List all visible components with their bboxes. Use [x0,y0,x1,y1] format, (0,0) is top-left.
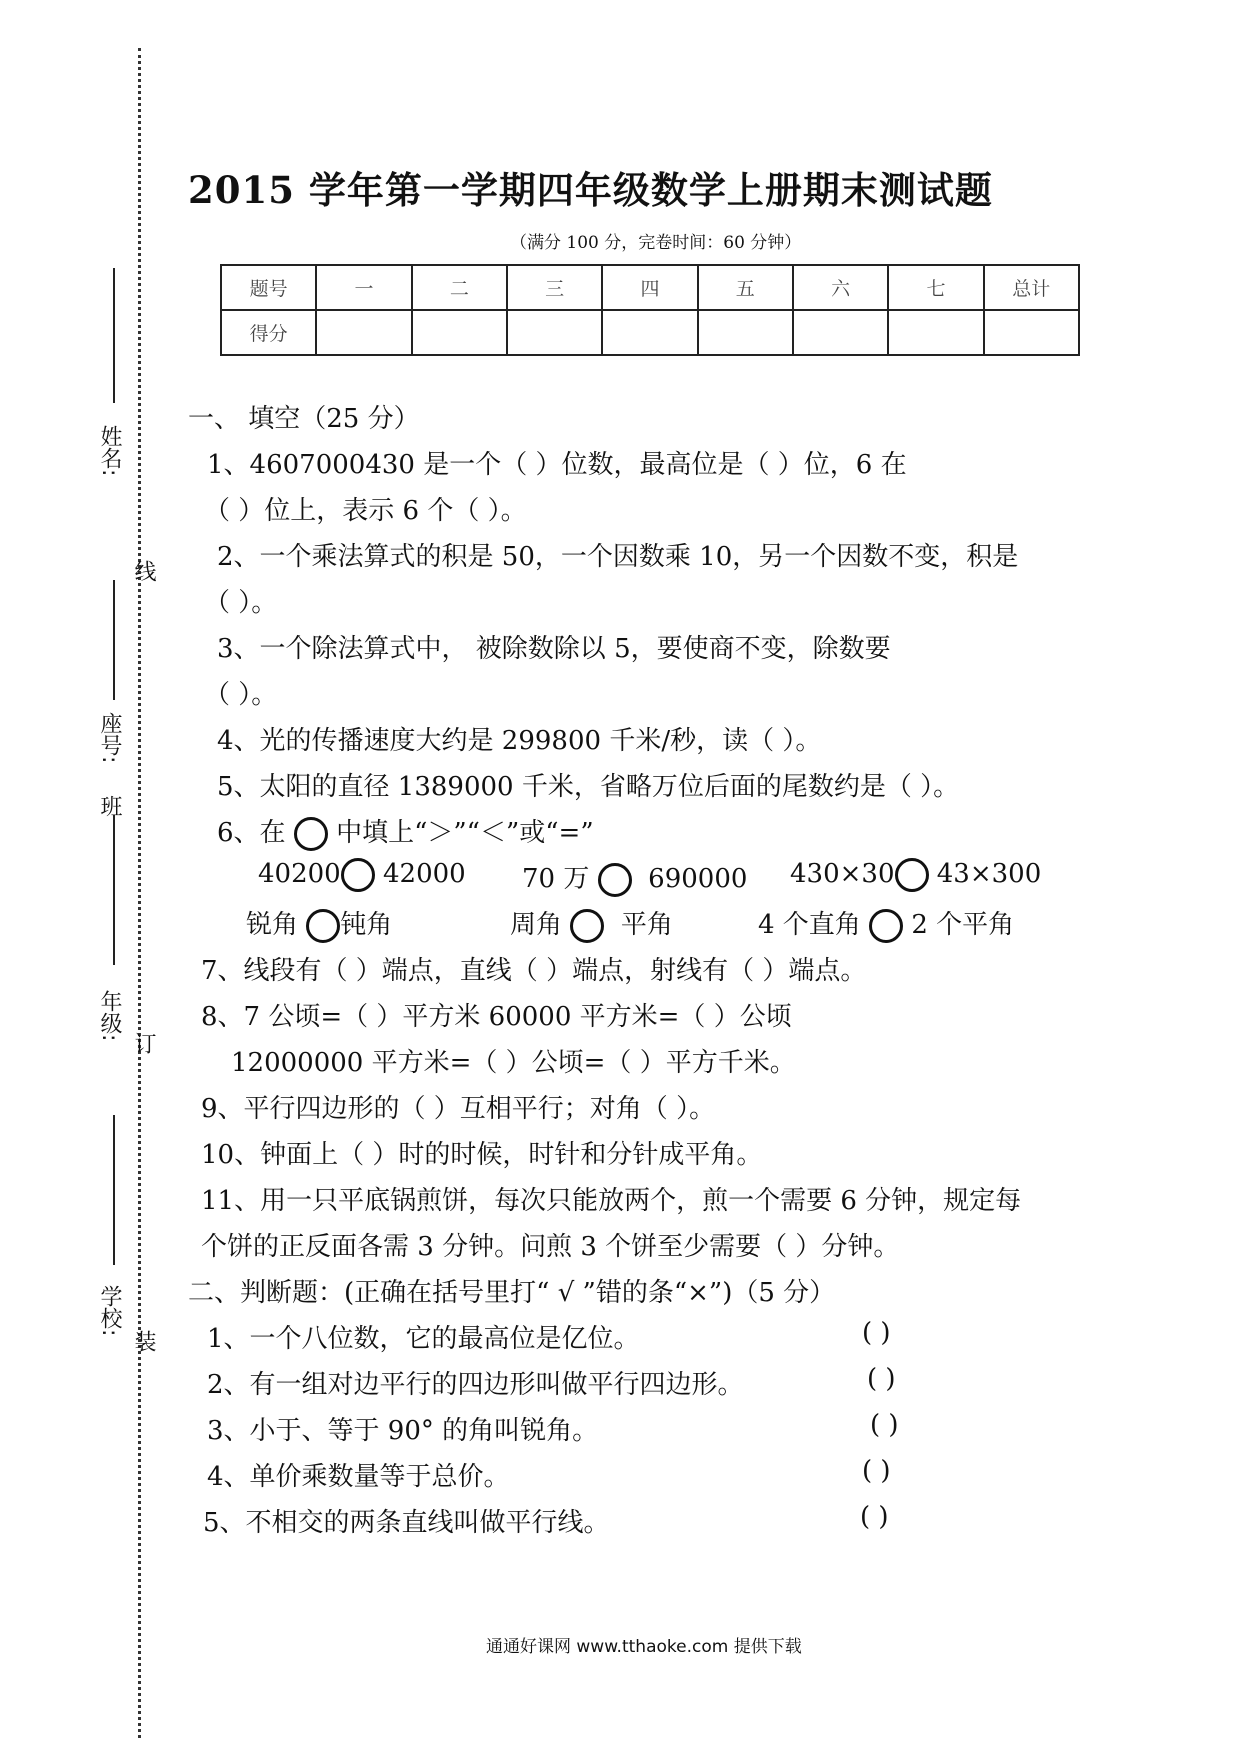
compare-circle[interactable] [895,858,929,892]
answer-paren[interactable]: ( ) [862,1456,891,1486]
judge-item: 3、小于、等于 90° 的角叫锐角。 [207,1416,599,1446]
name-label: 姓名: [97,425,122,477]
judge-item: 4、单价乘数量等于总价。 [207,1462,510,1492]
score-header-cell: 四 [602,265,697,310]
question-line: 3、一个除法算式中， 被除数除以 5，要使商不变，除数要 [217,634,891,664]
score-cell[interactable] [793,310,888,355]
question-6-prefix: 6、在 [217,818,286,848]
exam-title: 2015 学年第一学期四年级数学上册期末测试题 [188,168,993,212]
seat-label: 座号: [97,712,122,764]
school-label: 学校: [97,1285,122,1337]
score-header-cell: 一 [316,265,411,310]
name-underline [113,268,115,403]
answer-paren[interactable]: ( ) [860,1502,889,1532]
compare-left: 周角 [510,910,563,940]
footer-source: 通通好课网 www.tthaoke.com 提供下载 [486,1637,802,1657]
compare-circle[interactable] [306,909,340,943]
compare-item [510,904,673,943]
compare-right: 2 个平角 [911,910,1015,940]
compare-item [758,904,1014,943]
question-line: 5、太阳的直径 1389000 千米，省略万位后面的尾数约是（ ）。 [217,772,960,802]
compare-item [246,904,392,943]
score-table-score-row [221,310,1079,355]
compare-item [790,858,1041,892]
score-header-cell: 总计 [984,265,1079,310]
compare-left: 430×30 [790,859,895,889]
seat-underline [113,580,115,700]
compare-right: 42000 [382,859,466,889]
score-cell[interactable] [507,310,602,355]
compare-circle[interactable] [570,909,604,943]
score-cell[interactable] [888,310,983,355]
binding-dotted-line [138,48,141,1738]
score-header-cell: 六 [793,265,888,310]
question-line: （ ）位上，表示 6 个（ ）。 [204,496,527,526]
question-line: 1、4607000430 是一个（ ）位数，最高位是（ ）位，6 在 [207,450,907,480]
grade-label: 年级: [97,990,122,1042]
answer-paren[interactable]: ( ) [862,1318,891,1348]
score-table-header-row [221,265,1079,310]
compare-right: 690000 [648,864,748,894]
judge-item: 2、有一组对边平行的四边形叫做平行四边形。 [207,1370,744,1400]
bind-line-label: 线 [131,560,156,582]
score-cell[interactable] [412,310,507,355]
answer-paren[interactable]: ( ) [867,1364,896,1394]
judge-item: 1、一个八位数，它的最高位是亿位。 [207,1324,640,1354]
compare-right: 平角 [620,910,673,940]
question-6-suffix: 中填上“＞”“＜”或“=” [336,818,594,848]
bind-ding-label: 订 [131,1032,156,1054]
score-row-label: 得分 [221,310,316,355]
compare-left: 锐角 [246,910,299,940]
question-6-line [217,812,594,851]
section2-heading: 二、判断题：(正确在括号里打“ √ ”错的条“×”)（5 分） [188,1278,836,1308]
compare-left: 40200 [258,859,341,889]
score-header-cell: 七 [888,265,983,310]
question-line: 8、7 公顷=（ ）平方米 60000 平方米=（ ）公顷 [201,1002,792,1032]
compare-left: 4 个直角 [758,910,861,940]
question-line: 个饼的正反面各需 3 分钟。问煎 3 个饼至少需要（ ）分钟。 [201,1232,900,1262]
score-cell[interactable] [602,310,697,355]
exam-subtitle: （满分 100 分，完卷时间：60 分钟） [510,233,802,253]
class-label: 班 [97,795,122,817]
question-line: （ ）。 [204,680,278,710]
answer-paren[interactable]: ( ) [870,1410,899,1440]
score-table [220,264,1080,356]
question-line: 7、线段有（ ）端点，直线（ ）端点，射线有（ ）端点。 [201,956,867,986]
judge-item: 5、不相交的两条直线叫做平行线。 [203,1508,610,1538]
question-line: 2、一个乘法算式的积是 50，一个因数乘 10，另一个因数不变，积是 [217,542,1019,572]
compare-left: 70 万 [522,864,590,894]
question-line: （ ）。 [204,588,278,618]
compare-circle[interactable] [294,817,328,851]
class-underline [113,815,115,965]
question-line: 4、光的传播速度大约是 299800 千米/秒，读（ ）。 [217,726,822,756]
compare-right: 钝角 [340,910,393,940]
score-cell[interactable] [698,310,793,355]
grade-underline [113,1115,115,1265]
question-line: 10、钟面上（ ）时的时候，时针和分针成平角。 [201,1140,763,1170]
compare-item [522,858,747,897]
compare-circle[interactable] [869,909,903,943]
bind-zhuang-label: 装 [131,1330,156,1352]
score-header-cell: 五 [698,265,793,310]
compare-right: 43×300 [936,859,1042,889]
score-cell[interactable] [316,310,411,355]
compare-item [258,858,466,892]
score-header-cell: 题号 [221,265,316,310]
question-line: 11、用一只平底锅煎饼，每次只能放两个，煎一个需要 6 分钟，规定每 [201,1186,1022,1216]
score-cell[interactable] [984,310,1079,355]
question-line: 9、平行四边形的（ ）互相平行；对角（ ）。 [201,1094,716,1124]
section1-heading: 一、 填空（25 分） [188,404,420,434]
compare-circle[interactable] [341,858,375,892]
score-header-cell: 二 [412,265,507,310]
compare-circle[interactable] [598,863,632,897]
score-header-cell: 三 [507,265,602,310]
question-line: 12000000 平方米=（ ）公顷=（ ）平方千米。 [231,1048,796,1078]
